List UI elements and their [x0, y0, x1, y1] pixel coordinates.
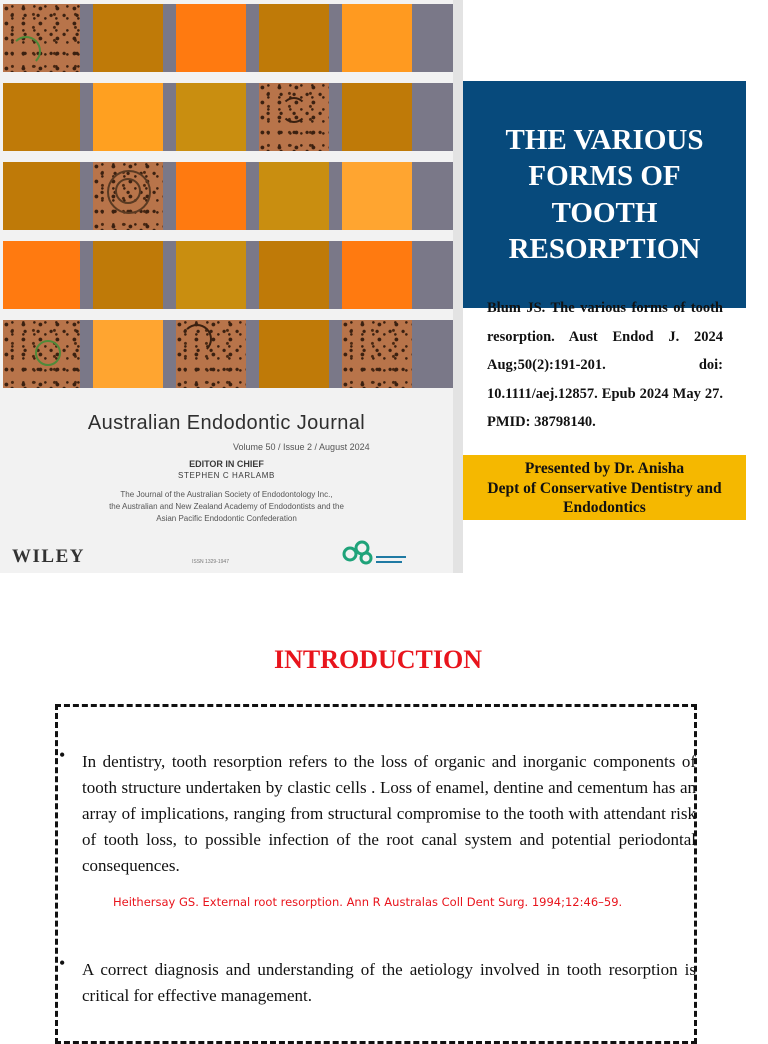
- color-tile: [176, 241, 246, 309]
- micrograph-tile: [93, 162, 163, 230]
- journal-cover-image: [0, 0, 463, 573]
- cover-edge-strip: [453, 0, 463, 573]
- society-logo-icon: [340, 536, 410, 568]
- tile-divider: [246, 320, 259, 388]
- tile-divider: [80, 162, 93, 230]
- color-tile: [342, 241, 412, 309]
- tile-divider: [412, 83, 453, 151]
- presenter-department: Dept of Conservative Dentistry and Endodontics: [487, 479, 722, 516]
- editor-label: EDITOR IN CHIEF: [189, 459, 264, 469]
- page-title: THE VARIOUS FORMS OF TOOTH RESORPTION: [505, 123, 704, 265]
- tile-divider: [246, 4, 259, 72]
- color-tile: [342, 4, 412, 72]
- issn-text: ISSN 1329-1947: [192, 559, 229, 565]
- color-tile: [259, 320, 329, 388]
- cell-outline: [115, 178, 141, 204]
- journal-volume-issue: Volume 50 / Issue 2 / August 2024: [233, 442, 370, 452]
- journal-title: Australian Endodontic Journal: [87, 412, 366, 434]
- tile-divider: [329, 320, 342, 388]
- tile-divider: [329, 83, 342, 151]
- color-tile: [259, 4, 329, 72]
- bullet-icon: •: [59, 745, 66, 765]
- color-tile: [3, 83, 80, 151]
- cover-tile-row: [3, 241, 453, 309]
- cell-outline: [35, 340, 61, 366]
- tile-divider: [246, 162, 259, 230]
- color-tile: [176, 162, 246, 230]
- color-tile: [93, 4, 163, 72]
- micrograph-tile: [3, 4, 80, 72]
- tile-divider: [246, 83, 259, 151]
- society-line: The Journal of the Australian Society of Endodontology Inc.,: [120, 490, 333, 499]
- tile-divider: [163, 241, 176, 309]
- tile-divider: [80, 4, 93, 72]
- cell-outline: [11, 36, 41, 66]
- intro-paragraph: In dentistry, tooth resorption refers to the loss of organic and inorganic components of tooth structure undertaken by clastic cells . Loss of enamel, dentine and cementum has an array of implications, ranging from structural compromise to the tooth with attendant risk of tooth loss, to possible infection of the root canal system and potential periodontal consequences.: [82, 752, 696, 875]
- color-tile: [342, 162, 412, 230]
- color-tile: [176, 4, 246, 72]
- bullet-icon: •: [59, 953, 66, 973]
- title-banner: [463, 81, 746, 308]
- tile-divider: [80, 241, 93, 309]
- tile-divider: [80, 83, 93, 151]
- tile-divider: [329, 162, 342, 230]
- tile-divider: [246, 241, 259, 309]
- presenter-name: Presented by Dr. Anisha: [524, 460, 685, 477]
- tile-divider: [329, 4, 342, 72]
- color-tile: [342, 83, 412, 151]
- cell-outline: [182, 324, 212, 354]
- citation-text: Blum JS. The various forms of tooth resorption. Aust Endod J. 2024 Aug;50(2):191-201. doi: 10.1111/aej.12857. Epub 2024 May 27. PMID: 38798140.: [487, 300, 723, 430]
- color-tile: [93, 241, 163, 309]
- cover-tile-row: [3, 4, 453, 72]
- presenter-banner: [463, 455, 746, 520]
- micrograph-tile: [259, 83, 329, 151]
- color-tile: [3, 241, 80, 309]
- tile-divider: [163, 162, 176, 230]
- tile-divider: [163, 83, 176, 151]
- tile-divider: [412, 241, 453, 309]
- micrograph-tile: [342, 320, 412, 388]
- cover-tile-row: [3, 162, 453, 230]
- editor-name: STEPHEN C HARLAMB: [178, 471, 275, 480]
- micrograph-tile: [3, 320, 80, 388]
- tile-divider: [412, 4, 453, 72]
- color-tile: [259, 241, 329, 309]
- journal-society-text: [0, 489, 453, 525]
- publisher-logo: WILEY: [12, 546, 85, 567]
- tile-divider: [163, 4, 176, 72]
- tile-divider: [80, 320, 93, 388]
- micrograph-tile: [176, 320, 246, 388]
- color-tile: [176, 83, 246, 151]
- tile-divider: [163, 320, 176, 388]
- intro-paragraph: A correct diagnosis and understanding of the aetiology involved in tooth resorption is critical for effective management.: [82, 960, 696, 1005]
- society-line: Asian Pacific Endodontic Confederation: [156, 514, 297, 523]
- color-tile: [259, 162, 329, 230]
- cover-tile-row: [3, 83, 453, 151]
- tile-divider: [412, 320, 453, 388]
- tile-divider: [329, 241, 342, 309]
- color-tile: [93, 83, 163, 151]
- introduction-box: [55, 704, 697, 1044]
- cell-outline: [281, 97, 307, 123]
- society-line: the Australian and New Zealand Academy of Endodontists and the: [109, 502, 344, 511]
- tile-divider: [412, 162, 453, 230]
- introduction-heading: INTRODUCTION: [273, 645, 483, 674]
- intro-reference: Heithersay GS. External root resorption. Ann R Australas Coll Dent Surg. 1994;12:46–59.: [113, 895, 623, 909]
- color-tile: [3, 162, 80, 230]
- cover-tile-row: [3, 320, 453, 388]
- color-tile: [93, 320, 163, 388]
